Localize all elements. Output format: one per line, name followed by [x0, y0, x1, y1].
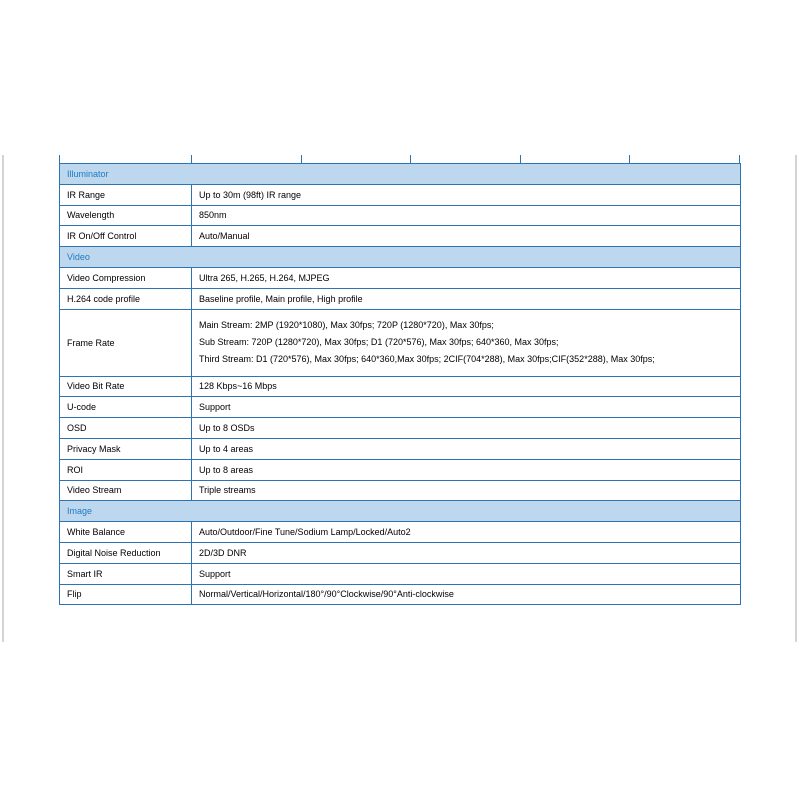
frame-rate-main-stream: Main Stream: 2MP (1920*1080), Max 30fps; 720P (1280*720), Max 30fps; — [199, 320, 494, 331]
spec-row-smart-ir — [60, 563, 741, 584]
section-title: Illuminator — [60, 164, 741, 185]
spec-value: Auto/Manual — [192, 226, 741, 247]
page-edge-right — [795, 155, 797, 642]
spec-label: H.264 code profile — [60, 288, 192, 309]
section-header-image — [60, 501, 741, 522]
page-edge-left — [2, 155, 4, 642]
spec-label: OSD — [60, 418, 192, 439]
spec-label: Privacy Mask — [60, 438, 192, 459]
spec-label: Digital Noise Reduction — [60, 542, 192, 563]
spec-row-u-code — [60, 397, 741, 418]
section-title: Image — [60, 501, 741, 522]
spec-label: Smart IR — [60, 563, 192, 584]
spec-value: Triple streams — [192, 480, 741, 501]
spec-value: 2D/3D DNR — [192, 542, 741, 563]
spec-label: U-code — [60, 397, 192, 418]
spec-value: Up to 8 OSDs — [192, 418, 741, 439]
spec-value: Up to 4 areas — [192, 438, 741, 459]
section-header-video — [60, 247, 741, 268]
spec-value: Up to 8 areas — [192, 459, 741, 480]
spec-value: Support — [192, 563, 741, 584]
spec-label: Video Bit Rate — [60, 376, 192, 397]
spec-value: Normal/Vertical/Horizontal/180°/90°Clockwise/90°Anti-clockwise — [192, 584, 741, 605]
spec-row-video-stream — [60, 480, 741, 501]
frame-rate-sub-stream: Sub Stream: 720P (1280*720), Max 30fps; D1 (720*576), Max 30fps; 640*360, Max 30fps; — [199, 337, 559, 348]
spec-row-h264-profile — [60, 288, 741, 309]
spec-row-video-compression — [60, 267, 741, 288]
spec-value: Ultra 265, H.265, H.264, MJPEG — [192, 267, 741, 288]
spec-value: Auto/Outdoor/Fine Tune/Sodium Lamp/Locked/Auto2 — [192, 522, 741, 543]
spec-label: Frame Rate — [60, 309, 192, 376]
spec-value: Support — [192, 397, 741, 418]
spec-value: 128 Kbps~16 Mbps — [192, 376, 741, 397]
spec-value — [192, 309, 741, 376]
spec-row-white-balance — [60, 522, 741, 543]
spec-label: IR Range — [60, 184, 192, 205]
spec-row-roi — [60, 459, 741, 480]
spec-label: Video Stream — [60, 480, 192, 501]
spec-row-video-bit-rate — [60, 376, 741, 397]
spec-row-noise-reduction — [60, 542, 741, 563]
spec-label: Wavelength — [60, 205, 192, 226]
spec-row-flip — [60, 584, 741, 605]
spec-table — [59, 163, 741, 605]
spec-row-ir-control — [60, 226, 741, 247]
spec-label: IR On/Off Control — [60, 226, 192, 247]
spec-label: Flip — [60, 584, 192, 605]
frame-rate-third-stream: Third Stream: D1 (720*576), Max 30fps; 640*360,Max 30fps; 2CIF(704*288), Max 30fps;CIF(352*288), Max 30fps; — [199, 354, 655, 365]
spec-value: Up to 30m (98ft) IR range — [192, 184, 741, 205]
spec-value: 850nm — [192, 205, 741, 226]
spec-row-ir-range — [60, 184, 741, 205]
spec-label: Video Compression — [60, 267, 192, 288]
previous-table-stub — [59, 155, 740, 163]
section-header-illuminator — [60, 164, 741, 185]
spec-row-privacy-mask — [60, 438, 741, 459]
spec-value: Baseline profile, Main profile, High profile — [192, 288, 741, 309]
spec-row-osd — [60, 418, 741, 439]
spec-label: ROI — [60, 459, 192, 480]
section-title: Video — [60, 247, 741, 268]
spec-row-wavelength — [60, 205, 741, 226]
spec-label: White Balance — [60, 522, 192, 543]
spec-row-frame-rate — [60, 309, 741, 376]
